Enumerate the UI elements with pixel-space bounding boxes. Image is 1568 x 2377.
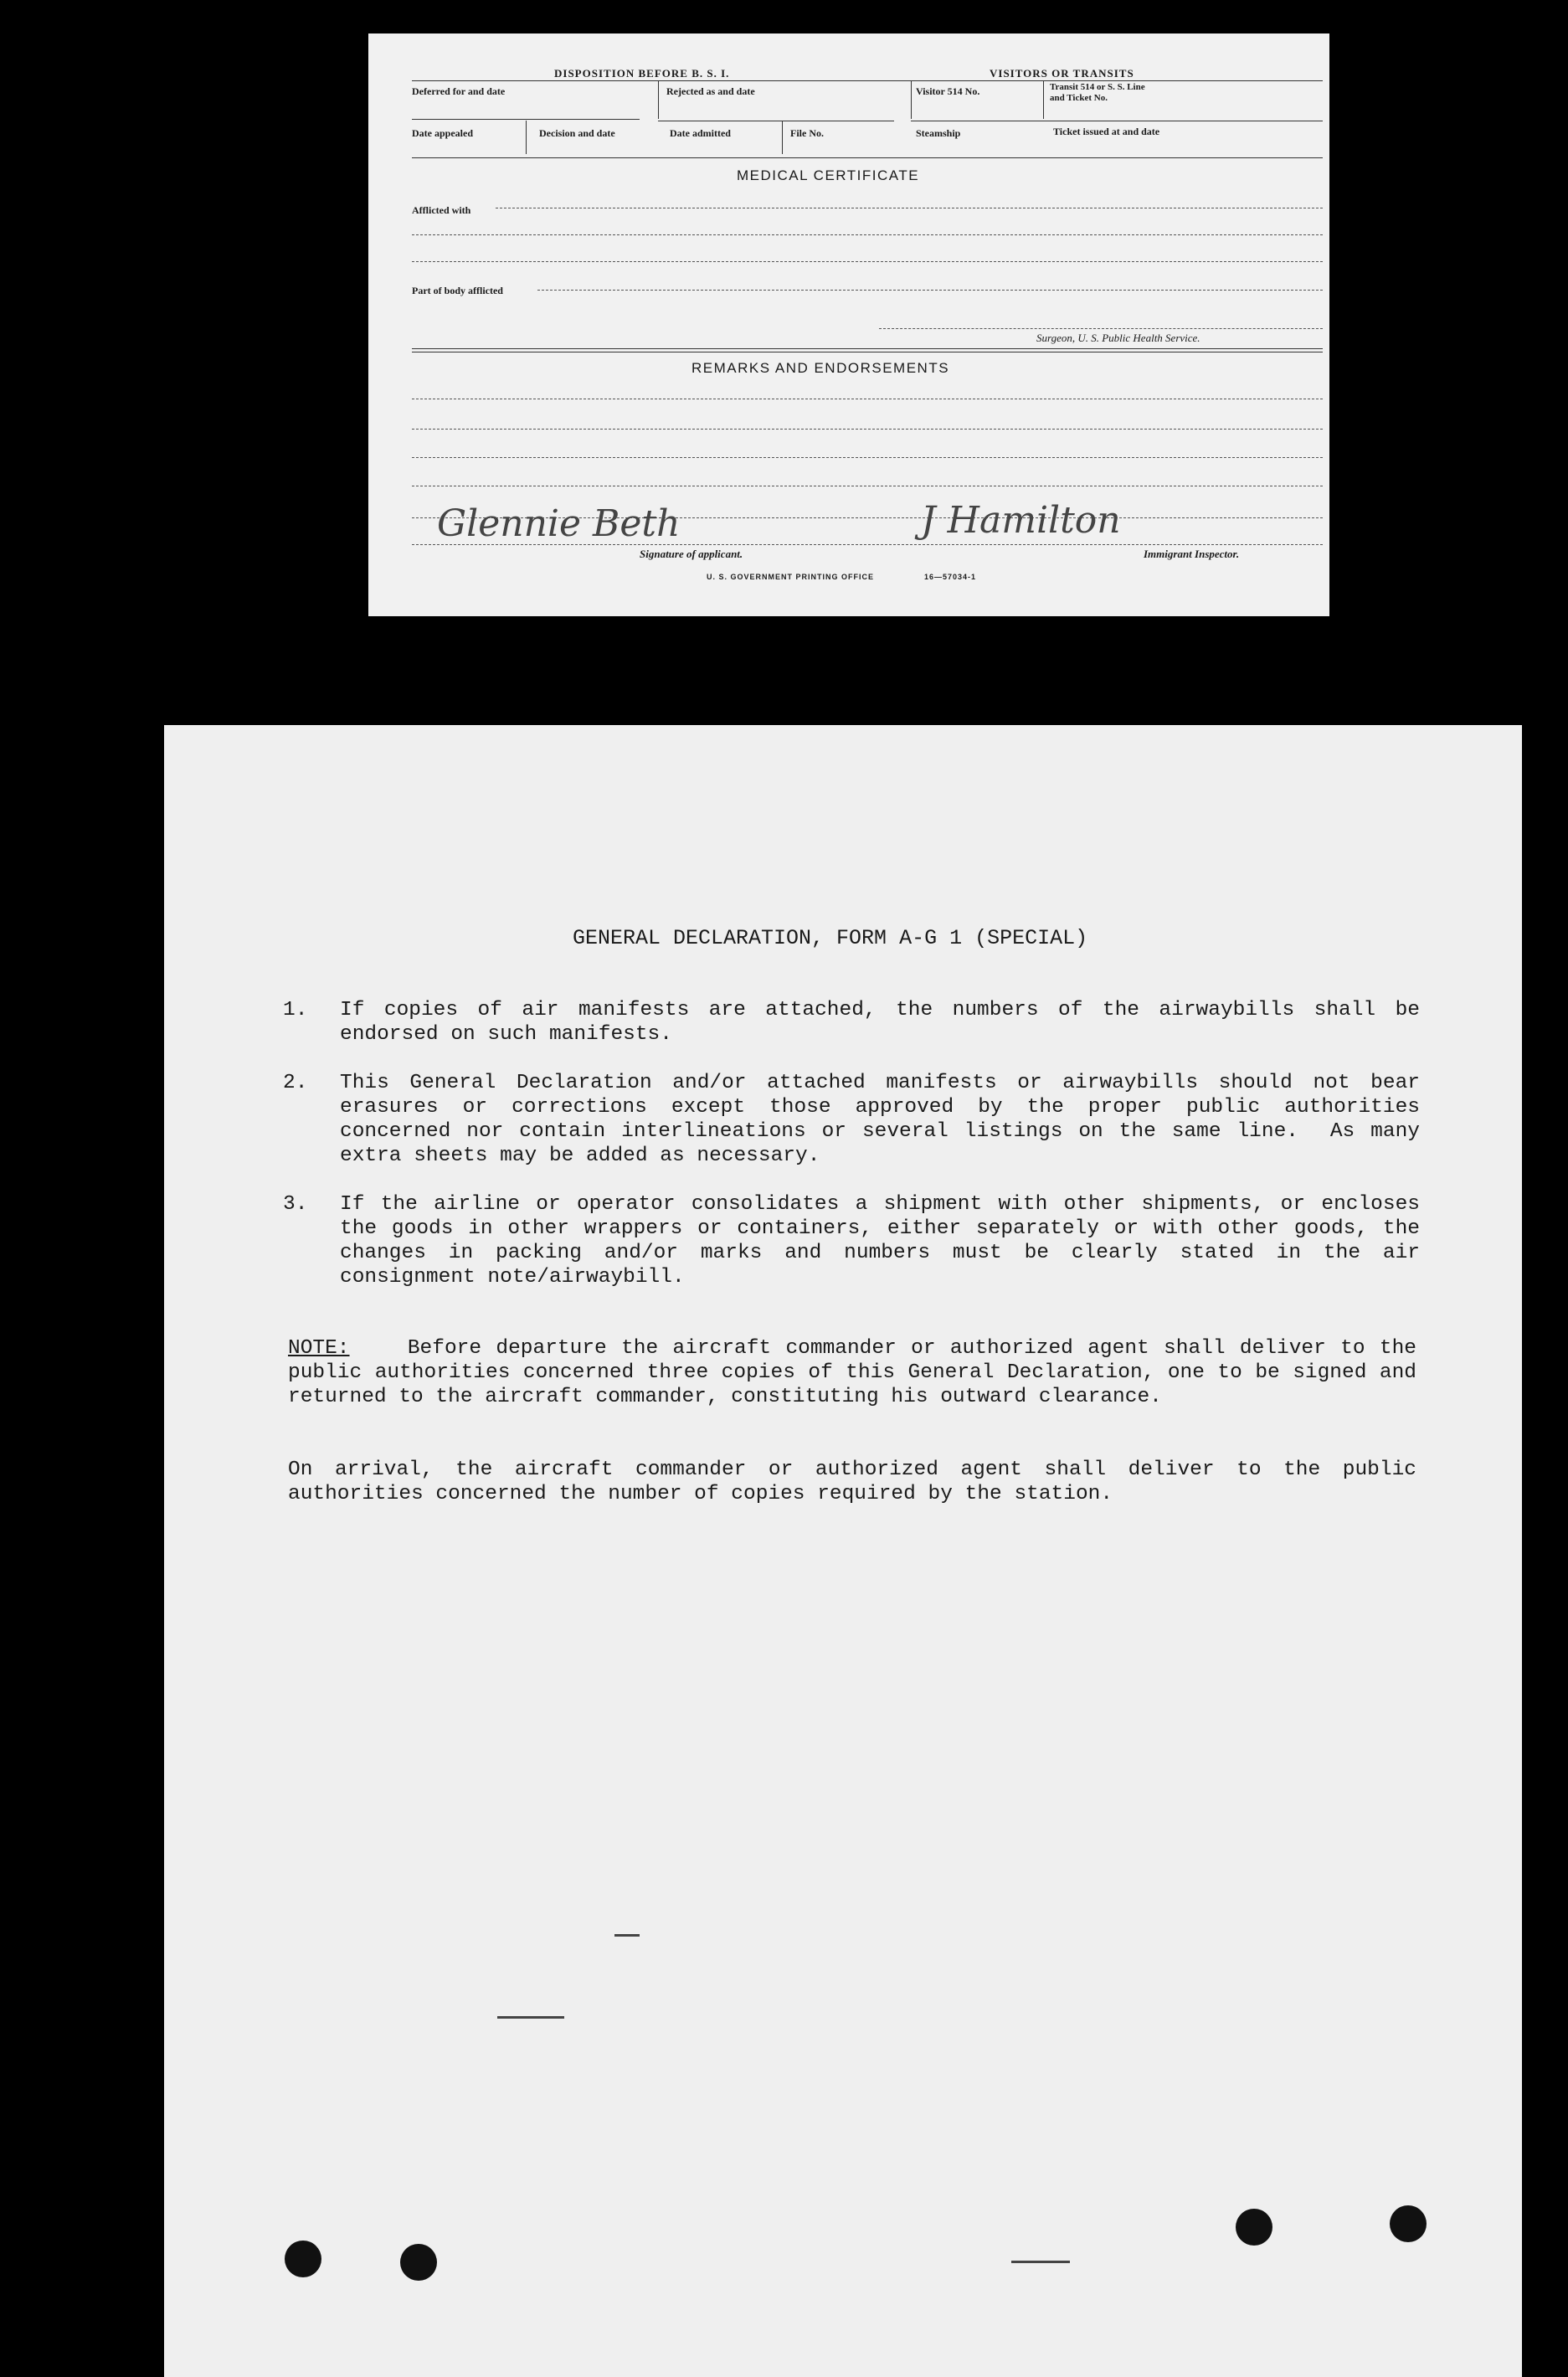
general-declaration-sheet <box>164 725 1522 2377</box>
list-item <box>283 1192 1432 1293</box>
inspector-signature: J Hamilton <box>921 499 1121 542</box>
rejected-label: Rejected as and date <box>666 85 755 97</box>
scan-speck <box>614 1934 640 1937</box>
fill-line <box>537 290 1323 291</box>
list-item <box>283 1071 1432 1171</box>
arrival-paragraph <box>288 1458 1416 1506</box>
part-of-body-label: Part of body afflicted <box>412 285 503 296</box>
divider <box>658 80 659 119</box>
section-rule <box>412 348 1323 349</box>
applicant-signature: Glennie Beth <box>437 502 681 545</box>
fill-line <box>412 234 1323 235</box>
surgeon-line <box>879 328 1323 329</box>
punch-hole <box>285 2241 321 2277</box>
item-text: If copies of air manifests are attached, the numbers of the airwaybills shall be endorsed on such manifests. <box>340 999 1432 1046</box>
punch-hole <box>1390 2205 1427 2242</box>
note-paragraph <box>288 1336 1416 1409</box>
declaration-title: GENERAL DECLARATION, FORM A-G 1 (SPECIAL) <box>573 926 1088 950</box>
decision-label: Decision and date <box>539 127 615 139</box>
remarks-title: REMARKS AND ENDORSEMENTS <box>691 360 950 376</box>
punch-hole <box>1236 2209 1272 2246</box>
divider <box>782 121 783 154</box>
immigration-card <box>368 33 1329 616</box>
divider <box>526 121 527 154</box>
date-appealed-label: Date appealed <box>412 127 473 139</box>
item-text: If the airline or operator consolidates a shipment with other shipments, or encloses the goods in other wrappers or containers, either separately or with other goods, the changes in packing and/or marks and numbers must be clearly stated in the air consignment note/airwaybill. <box>340 1193 1432 1289</box>
form-code: 16—57034-1 <box>924 573 977 581</box>
note-label: NOTE: <box>288 1337 350 1360</box>
list-item <box>283 998 1432 1050</box>
scan-speck <box>1011 2261 1070 2263</box>
scan-speck <box>497 2016 564 2019</box>
printing-office: U. S. GOVERNMENT PRINTING OFFICE <box>707 573 875 581</box>
fill-line <box>412 261 1323 262</box>
remarks-line <box>412 429 1323 430</box>
medical-certificate-title: MEDICAL CERTIFICATE <box>737 167 920 183</box>
afflicted-with-label: Afflicted with <box>412 204 471 216</box>
signature-applicant-label: Signature of applicant. <box>640 548 743 560</box>
ticket-issued-label: Ticket issued at and date <box>1053 126 1160 137</box>
visitor-514-label: Visitor 514 No. <box>916 85 980 97</box>
note-text: Before departure the aircraft commander or authorized agent shall deliver to the public authorities concerned three copies of this General Declaration, one to be signed and returned to the aircraft commander, constituting his outward clearance. <box>288 1337 1416 1408</box>
item-number: 1. <box>283 999 308 1021</box>
file-no-label: File No. <box>790 127 824 139</box>
divider <box>911 80 912 119</box>
remarks-line <box>412 457 1323 458</box>
header-rule <box>412 80 1323 81</box>
immigrant-inspector-label: Immigrant Inspector. <box>1144 548 1240 560</box>
row-rule <box>412 119 640 120</box>
transit-514-label-b: and Ticket No. <box>1050 93 1108 103</box>
disposition-header: DISPOSITION BEFORE B. S. I. <box>554 67 730 80</box>
transit-514-label: Transit 514 or S. S. Line <box>1050 82 1145 92</box>
deferred-label: Deferred for and date <box>412 85 506 97</box>
divider <box>1043 80 1044 119</box>
date-admitted-label: Date admitted <box>670 127 731 139</box>
section-rule <box>412 157 1323 158</box>
arrival-text: On arrival, the aircraft commander or authorized agent shall deliver to the public authorities concerned the number of copies required by the station. <box>288 1459 1416 1505</box>
item-number: 2. <box>283 1072 308 1094</box>
steamship-label: Steamship <box>916 127 961 139</box>
signature-line <box>412 544 1323 545</box>
punch-hole <box>400 2244 437 2281</box>
visitors-header: VISITORS OR TRANSITS <box>990 67 1134 80</box>
item-text: This General Declaration and/or attached manifests or airwaybills should not bear erasures or corrections except those approved by the proper public authorities concerned nor contain interlineations or several listings on the same line. As many extra sheets may be added as necessary. <box>340 1072 1432 1167</box>
item-number: 3. <box>283 1193 308 1216</box>
surgeon-label: Surgeon, U. S. Public Health Service. <box>1036 332 1200 344</box>
